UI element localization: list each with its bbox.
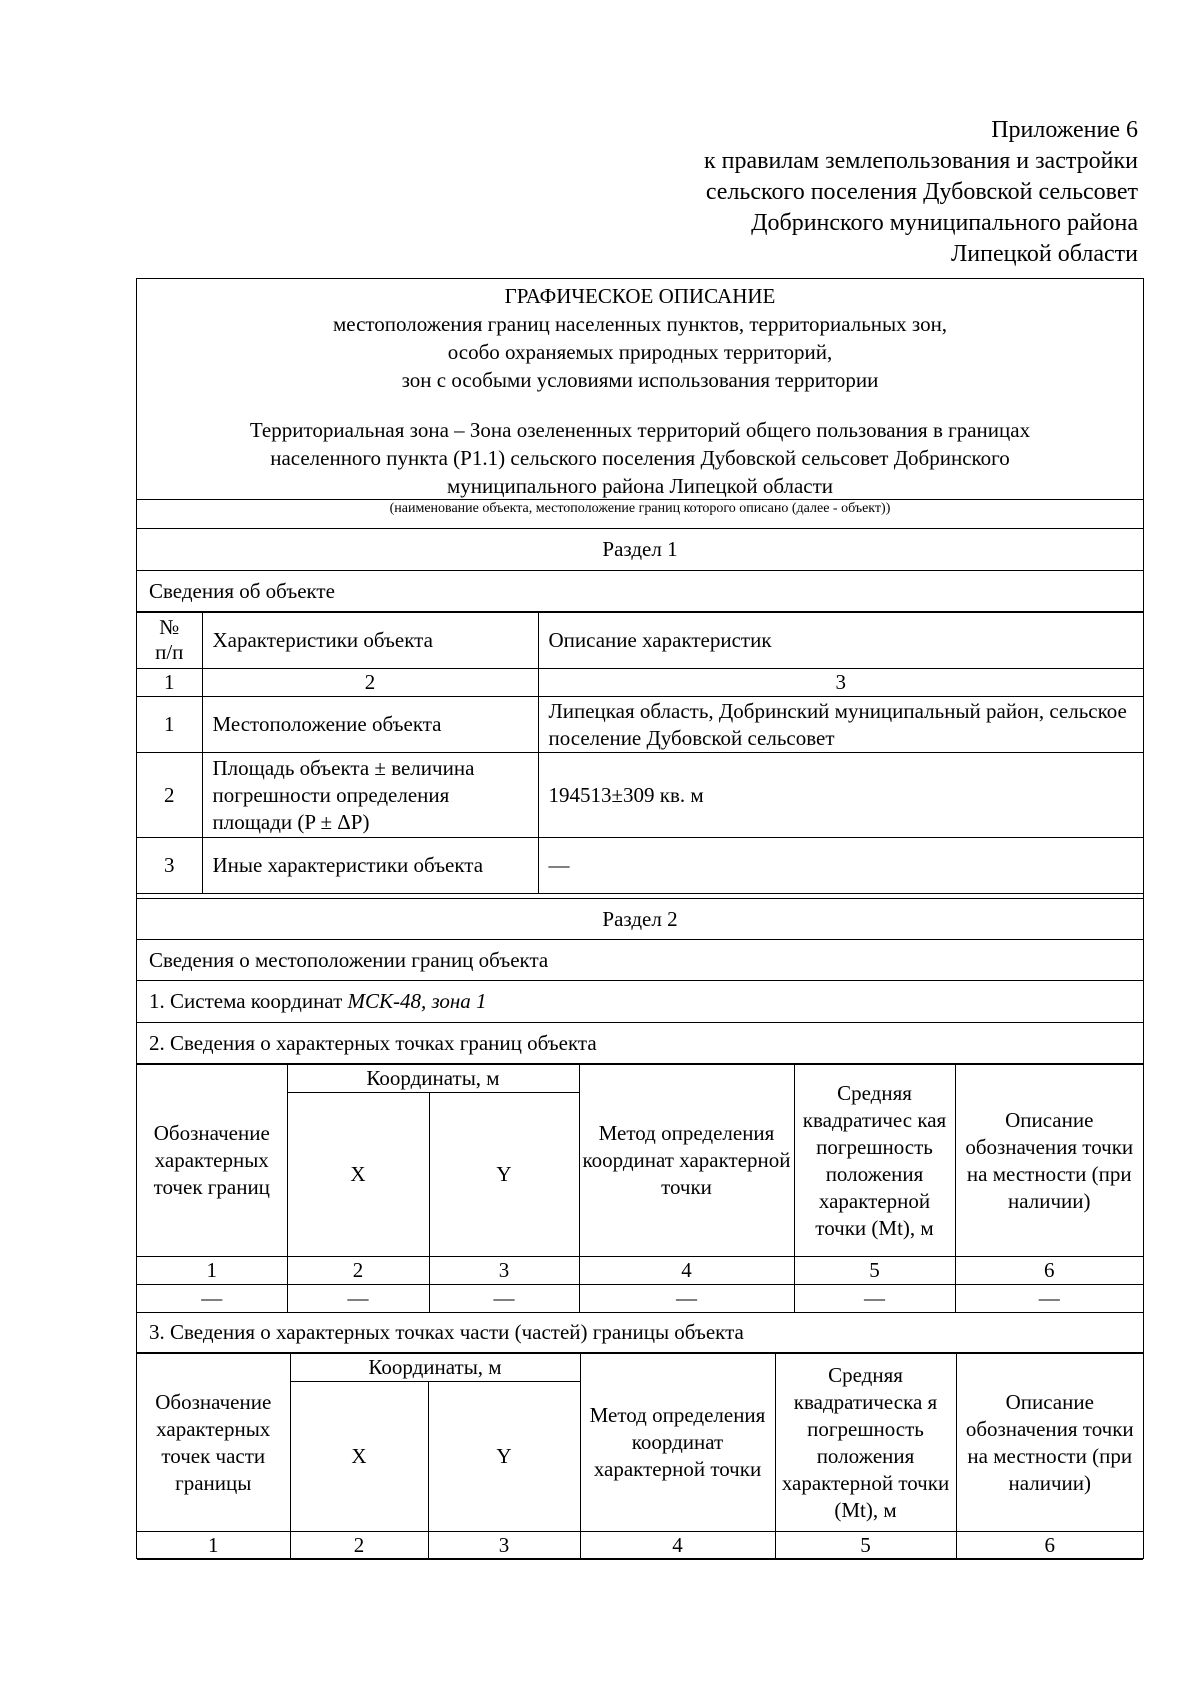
row-number: 1: [137, 697, 202, 753]
table-row: [137, 1285, 1143, 1313]
col-number: 4: [579, 1257, 794, 1285]
zone-line: Территориальная зона – Зона озелененных территорий общего пользования в границах: [249, 418, 1031, 442]
col-header-description: Описание обозначения точки на местности (при наличии): [955, 1065, 1143, 1257]
col-header-coords: Координаты, м: [290, 1354, 580, 1382]
col-number: 3: [429, 1257, 579, 1285]
document-form: [136, 278, 1144, 1559]
column-numbers-row: [137, 669, 1143, 697]
col-header-method: Метод определения координат характерной точки: [580, 1354, 775, 1532]
parts-table: [137, 1353, 1143, 1560]
table-cell: —: [287, 1285, 429, 1313]
table-row: [137, 697, 1143, 753]
appendix-line: Приложение 6: [991, 117, 1138, 143]
col-number: 5: [775, 1532, 956, 1560]
section2-caption: Сведения о местоположении границ объекта: [137, 940, 1143, 981]
row-characteristic: Местоположение объекта: [202, 697, 538, 753]
column-numbers-row: [137, 1257, 1143, 1285]
col-header-coords: Координаты, м: [287, 1065, 579, 1093]
table-cell: —: [794, 1285, 955, 1313]
zone-line: населенного пункта (Р1.1) сельского поселения Дубовской сельсовет Добринского: [270, 446, 1010, 470]
parts-caption: 3. Сведения о характерных точках части (частей) границы объекта: [137, 1312, 1143, 1353]
table-header-row: [137, 1354, 1143, 1382]
col-header-designation: Обозначение характерных точек границ: [137, 1065, 287, 1257]
col-header-number: № п/п: [137, 613, 202, 669]
appendix-block: [538, 115, 1138, 270]
table-row: [137, 753, 1143, 838]
appendix-line: Добринского муниципального района: [751, 210, 1138, 236]
section1-caption: Сведения об объекте: [137, 571, 1143, 612]
object-name-note: (наименование объекта, местоположение границ которого описано (далее - объект)): [137, 499, 1143, 529]
row-description: —: [538, 838, 1143, 894]
column-numbers-row: [137, 1532, 1143, 1560]
col-number: 5: [794, 1257, 955, 1285]
col-number: 4: [580, 1532, 775, 1560]
col-header-error: Средняя квадратическа я погрешность положения характерной точки (Mt), м: [775, 1354, 956, 1532]
form-subtitle-line: местоположения границ населенных пунктов, территориальных зон,: [332, 312, 948, 336]
row-characteristic: Иные характеристики объекта: [202, 838, 538, 894]
table-cell: —: [955, 1285, 1143, 1313]
col-header-designation: Обозначение характерных точек части границы: [137, 1354, 290, 1532]
appendix-line: сельского поселения Дубовской сельсовет: [705, 179, 1138, 205]
form-subtitle-line: особо охраняемых природных территорий,: [447, 340, 833, 364]
col-number: 1: [137, 1257, 287, 1285]
col-header-method: Метод определения координат характерной точки: [579, 1065, 794, 1257]
section1-title: Раздел 1: [137, 529, 1143, 571]
table-row: [137, 838, 1143, 894]
table-cell: —: [137, 1285, 287, 1313]
col-number: 1: [137, 669, 202, 697]
col-number: 6: [955, 1257, 1143, 1285]
row-number: 3: [137, 838, 202, 894]
coord-system-prefix: 1. Система координат: [149, 989, 348, 1013]
form-title: ГРАФИЧЕСКОЕ ОПИСАНИЕ: [504, 284, 776, 308]
section2-title: Раздел 2: [137, 898, 1143, 940]
col-number: 6: [956, 1532, 1143, 1560]
coord-system-value: МСК-48, зона 1: [347, 989, 487, 1013]
col-header-x: X: [290, 1382, 428, 1532]
col-header-characteristics: Характеристики объекта: [202, 613, 538, 669]
table-cell: —: [429, 1285, 579, 1313]
table-header-row: [137, 1065, 1143, 1093]
row-description: 194513±309 кв. м: [538, 753, 1143, 838]
form-header: [137, 279, 1143, 499]
col-header-description: Описание характеристик: [538, 613, 1143, 669]
col-header-description: Описание обозначения точки на местности (при наличии): [956, 1354, 1143, 1532]
row-description: Липецкая область, Добринский муниципальный район, сельское поселение Дубовской сельсовет: [538, 697, 1143, 753]
col-number: 3: [538, 669, 1143, 697]
col-header-error: Средняя квадратичес кая погрешность положения характерной точки (Mt), м: [794, 1065, 955, 1257]
points-table: [137, 1064, 1143, 1313]
row-number: 2: [137, 753, 202, 838]
points-caption: 2. Сведения о характерных точках границ объекта: [137, 1023, 1143, 1064]
col-number: 2: [290, 1532, 428, 1560]
col-number: 2: [202, 669, 538, 697]
coord-system-line: [137, 981, 1143, 1023]
appendix-line: Липецкой области: [951, 241, 1138, 267]
table-header-row: [137, 613, 1143, 669]
col-number: 2: [287, 1257, 429, 1285]
object-info-table: [137, 612, 1143, 894]
table-cell: —: [579, 1285, 794, 1313]
col-header-y: Y: [429, 1093, 579, 1257]
row-characteristic: Площадь объекта ± величина погрешности определения площади (P ± ΔP): [202, 753, 538, 838]
col-number: 3: [428, 1532, 580, 1560]
col-number: 1: [137, 1532, 290, 1560]
col-header-y: Y: [428, 1382, 580, 1532]
appendix-line: к правилам землепользования и застройки: [703, 148, 1138, 174]
form-subtitle-line: зон с особыми условиями использования территории: [401, 368, 879, 392]
zone-line: муниципального района Липецкой области: [446, 474, 834, 498]
col-header-x: X: [287, 1093, 429, 1257]
